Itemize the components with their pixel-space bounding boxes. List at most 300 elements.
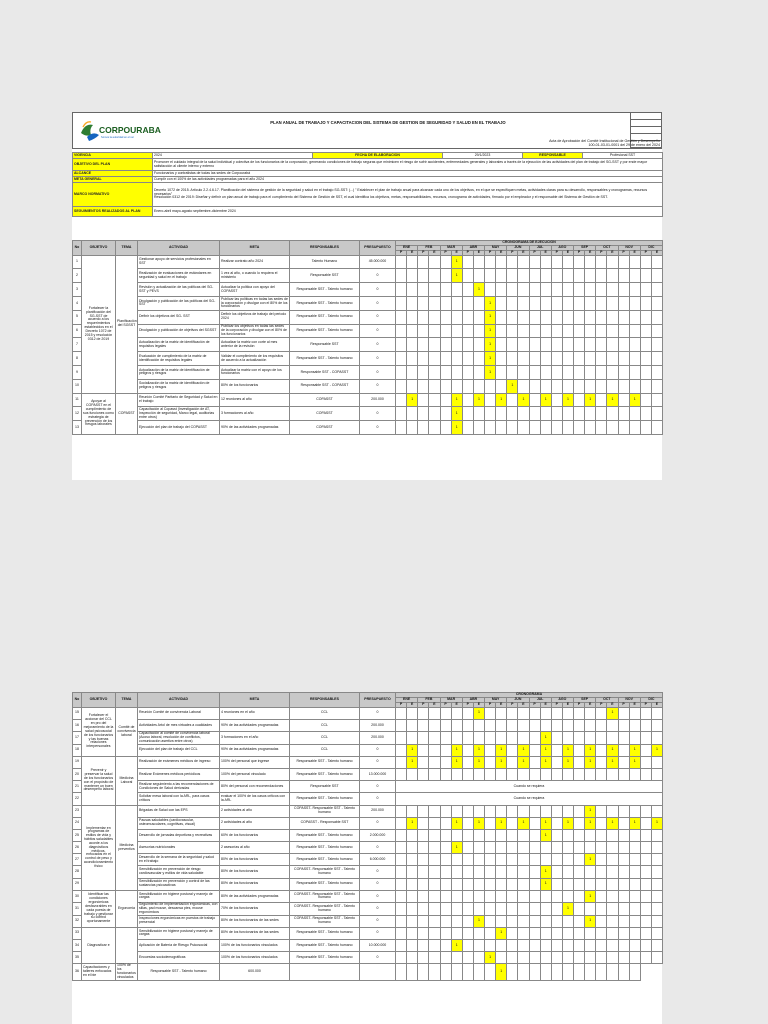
activity-cell: Definir los objetivos del SG- SST (138, 310, 220, 324)
schedule-cell (540, 283, 551, 297)
schedule-cell (462, 915, 473, 927)
schedule-cell (462, 324, 473, 338)
schedule-cell (462, 939, 473, 951)
schedule-cell (640, 269, 651, 283)
month-header: SEP (574, 246, 596, 251)
schedule-mark: 1 (585, 805, 596, 817)
schedule-cell (529, 756, 540, 768)
schedule-cell (596, 878, 607, 890)
meta-cell: evaluar el 100% de los casos críticos con la ARL (220, 793, 290, 805)
pe-header: P (618, 250, 629, 255)
schedule-cell (518, 310, 529, 324)
schedule-cell (429, 927, 440, 939)
schedule-mark: 1 (651, 817, 662, 829)
schedule-cell (629, 269, 640, 283)
schedule-cell (485, 854, 496, 866)
schedule-cell (551, 297, 562, 311)
schedule-cell (418, 878, 429, 890)
schedule-cell (574, 310, 585, 324)
schedule-cell (651, 352, 662, 366)
responsables-cell: Responsable SST - Talento humano (290, 952, 360, 964)
schedule-cell (496, 707, 507, 719)
schedule-cell (429, 817, 440, 829)
schedule-mark: 1 (473, 915, 484, 927)
schedule-cell (618, 842, 629, 854)
presupuesto-cell: 45.000.000 (360, 255, 396, 269)
activity-row (73, 352, 663, 366)
month-header: NOV (618, 698, 640, 703)
schedule-cell (607, 338, 618, 352)
schedule-cell (429, 744, 440, 756)
schedule-cell (418, 297, 429, 311)
activity-cell: Gestionar apoyo de servicios profesionales en SST (138, 255, 220, 269)
schedule-mark: 1 (451, 744, 462, 756)
schedule-cell (518, 829, 529, 841)
activity-cell: Divulgación y publicación de las políticas del SG- SST (138, 297, 220, 311)
schedule-cell (496, 939, 507, 951)
schedule-cell (518, 768, 529, 780)
activity-row (73, 297, 663, 311)
schedule-cell (651, 878, 662, 890)
schedule-cell (551, 903, 562, 916)
vigencia-label: VIGENCIA (73, 153, 153, 159)
schedule-cell (651, 393, 662, 407)
schedule-cell (473, 964, 484, 980)
schedule-cell (651, 719, 662, 731)
schedule-cell (451, 719, 462, 731)
schedule-cell (551, 707, 562, 719)
schedule-mark: 1 (496, 744, 507, 756)
activity-row (73, 793, 663, 805)
schedule-cell (574, 768, 585, 780)
schedule-cell (551, 952, 562, 964)
group-objetivo: Diagnosticar e (82, 927, 116, 964)
schedule-cell (507, 407, 518, 421)
schedule-cell (407, 732, 418, 745)
schedule-cell (618, 964, 629, 980)
schedule-cell (585, 866, 596, 878)
group-objetivo: Implementar en programas de estilos de vida y hábitos saludables acorde a los diagnósticos médicos, enfocados en el control de peso y acondicionamiento físico (82, 805, 116, 890)
schedule-cell (407, 964, 418, 980)
schedule-cell (396, 421, 407, 435)
pe-header: P (396, 702, 407, 707)
cronograma-header: CRONOGRAMA DE EJECUCION (396, 241, 663, 246)
schedule-cell (551, 407, 562, 421)
schedule-cell (562, 854, 573, 866)
schedule-cell (473, 379, 484, 393)
schedule-cell (596, 768, 607, 780)
schedule-cell (473, 829, 484, 841)
marco-normativo-label: MARCO NORMATIVO (73, 183, 153, 207)
schedule-cell (462, 817, 473, 829)
schedule-cell (551, 338, 562, 352)
schedule-cell (618, 297, 629, 311)
schedule-cell (574, 744, 585, 756)
activity-cell: Evaluación de cumplimiento de la matriz de identificación de requisitos legales (138, 352, 220, 366)
schedule-cell (418, 805, 429, 817)
group-tema: Medicina Laboral (116, 756, 138, 805)
group-tema (116, 927, 138, 964)
presupuesto-cell: 0 (360, 903, 396, 916)
pe-header: E (496, 702, 507, 707)
row-number: 31 (73, 903, 82, 916)
schedule-cell (529, 283, 540, 297)
schedule-cell (596, 352, 607, 366)
presupuesto-cell: 0 (360, 927, 396, 939)
pe-header: E (607, 250, 618, 255)
schedule-cell (429, 805, 440, 817)
schedule-cell (629, 407, 640, 421)
activity-cell: Actualización de la matriz de identificación de peligros y riesgos (138, 366, 220, 380)
schedule-cell (596, 707, 607, 719)
schedule-cell (551, 768, 562, 780)
schedule-cell (396, 890, 407, 902)
activity-cell: Sensibilización en prevención de riesgo cardiovascular y estilos de vida saludable (138, 866, 220, 878)
schedule-cell (607, 407, 618, 421)
responsables-cell: CCL (290, 707, 360, 719)
pe-header: E (496, 250, 507, 255)
row-number: 18 (73, 744, 82, 756)
activity-row (73, 829, 663, 841)
schedule-cell (574, 352, 585, 366)
schedule-cell (562, 338, 573, 352)
schedule-cell (473, 297, 484, 311)
schedule-cell (473, 352, 484, 366)
schedule-cell (596, 915, 607, 927)
schedule-cell (540, 707, 551, 719)
schedule-cell (507, 964, 518, 980)
schedule-cell (440, 283, 451, 297)
schedule-cell (418, 338, 429, 352)
schedule-cell (518, 805, 529, 817)
meta-cell: 80% de los funcionarios de las sedes (220, 927, 290, 939)
schedule-cell (529, 915, 540, 927)
objetivo-value: Promover el cuidado integral de la salud individual y colectiva de los funcionarios de la corporación, generando condiciones de trabajo seguras que minimicen el riesgo de sufrir accidentes, enfermedades generales y laborales a través de la ejecución de las actividades del plan de trabajo del SG-SST y por ende mayor satisfacción al cliente interno y externo (153, 159, 663, 171)
schedule-mark: 1 (451, 255, 462, 269)
schedule-cell (585, 269, 596, 283)
schedule-cell (607, 324, 618, 338)
schedule-mark: 1 (540, 756, 551, 768)
schedule-cell (485, 756, 496, 768)
schedule-mark: 1 (451, 817, 462, 829)
schedule-cell (574, 756, 585, 768)
responsables-cell: COPASST (290, 407, 360, 421)
responsables-cell: Responsable SST - COPASST (290, 366, 360, 380)
responsables-cell: CCL (290, 719, 360, 731)
schedule-cell (418, 927, 429, 939)
schedule-cell (462, 269, 473, 283)
schedule-cell (562, 707, 573, 719)
schedule-cell (429, 768, 440, 780)
schedule-cell (473, 366, 484, 380)
schedule-cell (529, 890, 540, 902)
schedule-cell (451, 964, 462, 980)
group-tema: Ergonomia (116, 890, 138, 927)
presupuesto-cell: 200.000 (360, 805, 396, 817)
schedule-cell (440, 768, 451, 780)
logo-tagline: Somos la autoridad en el sur (101, 136, 135, 139)
schedule-cell (562, 927, 573, 939)
schedule-mark: 1 (451, 407, 462, 421)
schedule-cell (418, 407, 429, 421)
schedule-cell (485, 903, 496, 916)
schedule-cell (407, 283, 418, 297)
schedule-cell (407, 952, 418, 964)
schedule-cell (473, 927, 484, 939)
schedule-cell (551, 854, 562, 866)
schedule-cell (473, 866, 484, 878)
schedule-cell (418, 255, 429, 269)
schedule-cell (418, 719, 429, 731)
schedule-cell (585, 707, 596, 719)
schedule-cell (407, 421, 418, 435)
schedule-cell (618, 805, 629, 817)
schedule-cell (551, 805, 562, 817)
activity-cell: Ejecución del plan de trabajo del CCL (138, 744, 220, 756)
schedule-cell (496, 903, 507, 916)
schedule-mark: 1 (407, 817, 418, 829)
schedule-cell (451, 866, 462, 878)
schedule-cell (290, 964, 360, 980)
schedule-cell (440, 338, 451, 352)
month-header: JUL (529, 246, 551, 251)
schedule-cell (418, 854, 429, 866)
schedule-cell (562, 324, 573, 338)
presupuesto-cell: 0 (360, 352, 396, 366)
schedule-cell (585, 842, 596, 854)
schedule-cell (418, 952, 429, 964)
schedule-cell (529, 732, 540, 745)
schedule-cell (629, 732, 640, 745)
schedule-cell (551, 866, 562, 878)
schedule-cell (462, 421, 473, 435)
activity-row (73, 283, 663, 297)
schedule-cell (618, 756, 629, 768)
month-header: DIC (640, 698, 662, 703)
schedule-cell (429, 366, 440, 380)
schedule-cell (618, 829, 629, 841)
marco-normativo-value (153, 183, 663, 207)
activity-cell: Revisión y actualización de las políticas del SG-SST y PEVS (138, 283, 220, 297)
schedule-cell (485, 817, 496, 829)
schedule-mark: 1 (629, 817, 640, 829)
pe-header: P (574, 702, 585, 707)
schedule-cell (518, 964, 529, 980)
schedule-cell (462, 927, 473, 939)
schedule-cell (407, 366, 418, 380)
activity-cell: Ejecución del plan de trabajo del COPASST (138, 421, 220, 435)
schedule-cell (551, 366, 562, 380)
schedule-cell (651, 255, 662, 269)
acta-line-1: Acta de Aprobación del Comité Institucional de Gestión y Desempeño (549, 139, 660, 143)
schedule-cell (551, 283, 562, 297)
schedule-cell (629, 964, 640, 980)
schedule-cell (607, 719, 618, 731)
schedule-mark: 1 (496, 964, 507, 980)
schedule-cell (585, 768, 596, 780)
month-header: MAR (440, 246, 462, 251)
schedule-cell (418, 707, 429, 719)
activity-cell: Capacitaciones y talleres enfocados en el bie (82, 964, 116, 980)
schedule-cell (485, 829, 496, 841)
schedule-cell (396, 283, 407, 297)
schedule-cell (529, 927, 540, 939)
pe-header: E (518, 702, 529, 707)
schedule-cell (651, 283, 662, 297)
schedule-cell (574, 421, 585, 435)
schedule-cell (574, 952, 585, 964)
schedule-cell (518, 407, 529, 421)
presupuesto-cell: 0 (360, 756, 396, 768)
column-header-meta: META (220, 241, 290, 256)
schedule-cell (451, 707, 462, 719)
schedule-cell (551, 829, 562, 841)
schedule-cell (562, 255, 573, 269)
activity-cell: Pausas saludables (cardiovascular, osteomusculares, cognitivas, visual) (138, 817, 220, 829)
responsable-label: RESPONSABLE (523, 153, 583, 159)
schedule-mark: 1 (540, 866, 551, 878)
activity-row (73, 939, 663, 951)
presupuesto-cell: 0 (360, 744, 396, 756)
schedule-cell (462, 866, 473, 878)
presupuesto-cell: 0 (360, 890, 396, 902)
column-header-tema: TEMA (116, 241, 138, 256)
schedule-cell (485, 407, 496, 421)
schedule-cell (562, 964, 573, 980)
schedule-cell (451, 915, 462, 927)
schedule-cell (618, 903, 629, 916)
schedule-cell (574, 903, 585, 916)
row-number: 19 (73, 756, 82, 768)
schedule-cell (585, 407, 596, 421)
schedule-cell (540, 310, 551, 324)
activity-cell: Asesorías nutricionales (138, 842, 220, 854)
schedule-cell (518, 732, 529, 745)
schedule-cell (562, 842, 573, 854)
schedule-cell (607, 366, 618, 380)
pe-header: E (540, 250, 551, 255)
row-number: 20 (73, 768, 82, 780)
responsables-cell: COPASST- Responsable SST - Talento humano (290, 903, 360, 916)
schedule-cell (596, 719, 607, 731)
schedule-cell (485, 379, 496, 393)
schedule-cell (551, 817, 562, 829)
schedule-mark: 1 (540, 393, 551, 407)
schedule-cell (496, 866, 507, 878)
activities-table-2 (72, 692, 663, 981)
schedule-mark: 1 (473, 283, 484, 297)
schedule-mark: 1 (629, 756, 640, 768)
schedule-cell (607, 269, 618, 283)
pe-header: E (629, 250, 640, 255)
schedule-cell (585, 878, 596, 890)
schedule-cell (540, 890, 551, 902)
schedule-cell (540, 927, 551, 939)
meta-cell: 3 formaciones al año (220, 407, 290, 421)
schedule-cell (596, 269, 607, 283)
month-header: NOV (618, 246, 640, 251)
schedule-cell (629, 927, 640, 939)
activity-row (73, 744, 663, 756)
schedule-mark: 1 (585, 817, 596, 829)
schedule-cell (651, 842, 662, 854)
fecha-value: 29/1/2023 (443, 153, 523, 159)
schedule-cell (618, 255, 629, 269)
schedule-cell (418, 744, 429, 756)
schedule-cell (407, 903, 418, 916)
schedule-cell (396, 269, 407, 283)
schedule-cell (540, 324, 551, 338)
schedule-cell (418, 269, 429, 283)
schedule-cell (596, 744, 607, 756)
schedule-cell (574, 255, 585, 269)
schedule-cell (440, 297, 451, 311)
schedule-cell (618, 310, 629, 324)
group-tema: Medicina preventiva (116, 805, 138, 890)
schedule-cell (551, 756, 562, 768)
schedule-cell (396, 805, 407, 817)
schedule-cell (473, 719, 484, 731)
column-header-responsables: RESPONSABLES (290, 693, 360, 708)
schedule-cell (562, 915, 573, 927)
schedule-cell (529, 324, 540, 338)
schedule-cell (496, 915, 507, 927)
schedule-cell (440, 890, 451, 902)
schedule-cell (585, 927, 596, 939)
activity-row (73, 805, 663, 817)
meta-cell: 2 asesorías al año (220, 842, 290, 854)
schedule-mark: 1 (585, 744, 596, 756)
activity-row (73, 719, 663, 731)
schedule-cell (473, 805, 484, 817)
meta-cell: 90% de las actividades programadas (220, 719, 290, 731)
schedule-cell (396, 366, 407, 380)
schedule-cell (496, 379, 507, 393)
row-number: 4 (73, 297, 82, 311)
marco-decreto: Decreto 1072 de 2015. Artículo 2.2.4.6.17. Planificación del sistema de gestión de la seguridad y salud en el trabajo SG-SST: (...) " Establecer el plan de trabajo anual para alcanzar cada uno de los objetivos, en el que se especifiquen metas, actividades claras para su desarrollo, responsables y cronogramas, recursos necesarios" (154, 187, 648, 196)
schedule-cell (507, 352, 518, 366)
schedule-cell (440, 842, 451, 854)
row-number: 8 (73, 352, 82, 366)
schedule-cell (518, 854, 529, 866)
alcance-value: Funcionarios y contratistas de todas las sedes de Corpourabá (153, 171, 663, 177)
presupuesto-cell: 13.000.000 (360, 768, 396, 780)
schedule-cell (518, 255, 529, 269)
schedule-cell (629, 854, 640, 866)
month-header: AGO (551, 246, 573, 251)
schedule-cell (518, 269, 529, 283)
schedule-mark: 1 (607, 393, 618, 407)
schedule-cell (562, 866, 573, 878)
schedule-cell (407, 379, 418, 393)
schedule-cell (440, 324, 451, 338)
schedule-cell (462, 707, 473, 719)
schedule-cell (529, 842, 540, 854)
schedule-cell (574, 719, 585, 731)
schedule-cell (396, 719, 407, 731)
meta-cell: Definir los objetivos de trabajo del periodo 2024 (220, 310, 290, 324)
month-header: AGO (551, 698, 573, 703)
schedule-cell (507, 842, 518, 854)
column-header-no: No (73, 693, 82, 708)
schedule-cell (651, 866, 662, 878)
schedule-cell (507, 854, 518, 866)
group-objetivo: Fortalecer el accionar del CCL en pro del mejoramiento de la salud psicosocial de los funcionarios y las buenas relaciones interpersonales (82, 707, 116, 756)
schedule-cell (473, 854, 484, 866)
schedule-cell (640, 805, 651, 817)
schedule-cell (651, 890, 662, 902)
schedule-cell (574, 842, 585, 854)
